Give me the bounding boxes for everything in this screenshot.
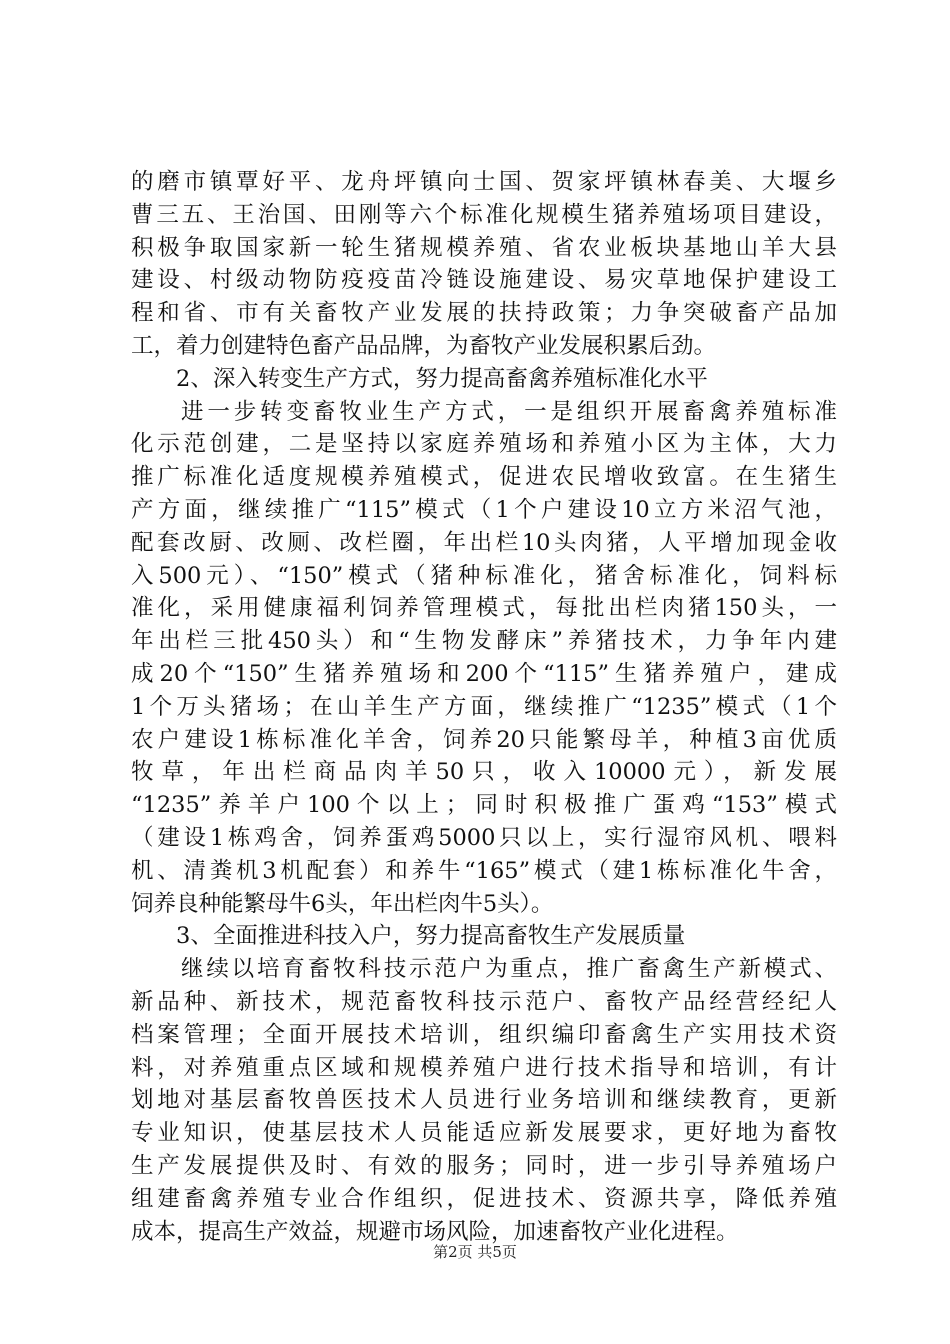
- text-line: 饲养良种能繁母牛6头，年出栏肉牛5头）。: [131, 890, 554, 917]
- text-line: 生产发展提供及时、有效的服务；同时，进一步引导养殖场户: [131, 1152, 837, 1179]
- text-line: 档案管理；全面开展技术培训，组织编印畜禽生产实用技术资: [131, 1021, 837, 1048]
- text-line: 配套改厨、改厕、改栏圈，年出栏10头肉猪，人平增加现金收: [131, 529, 837, 556]
- text-line: 曹三五、王治国、田刚等六个标准化规模生猪养殖场项目建设，: [131, 201, 837, 228]
- text-line: 牧草，年出栏商品肉羊50只，收入10000元），新发展: [131, 759, 837, 786]
- text-line: 专业知识，使基层技术人员能适应新发展要求，更好地为畜牧: [131, 1120, 837, 1147]
- text-line: 机、清粪机3机配套）和养牛“165”模式（建1栋标准化牛舍，: [131, 857, 837, 884]
- text-line: 产方面，继续推广“115”模式（1个户建设10立方米沼气池，: [131, 496, 837, 523]
- text-line: 积极争取国家新一轮生猪规模养殖、省农业板块基地山羊大县: [131, 234, 837, 261]
- text-line: 划地对基层畜牧兽医技术人员进行业务培训和继续教育，更新: [131, 1087, 837, 1114]
- section-heading: 2、深入转变生产方式，努力提高畜禽养殖标准化水平: [176, 365, 708, 392]
- page-number-footer: 第2页 共5页: [433, 1243, 517, 1261]
- text-line: 进一步转变畜牧业生产方式，一是组织开展畜禽养殖标准: [181, 398, 837, 425]
- text-line: 成20个“150”生猪养殖场和200个“115”生猪养殖户，建成: [131, 660, 837, 687]
- text-line: 1个万头猪场；在山羊生产方面，继续推广“1235”模式（1个: [131, 693, 837, 720]
- text-line: 的磨市镇覃好平、龙舟坪镇向士国、贺家坪镇林春美、大堰乡: [131, 169, 837, 195]
- document-body: [131, 166, 837, 1248]
- text-line: 农户建设1栋标准化羊舍，饲养20只能繁母羊，种植3亩优质: [131, 726, 837, 753]
- text-line: 成本，提高生产效益，规避市场风险，加速畜牧产业化进程。: [131, 1218, 739, 1245]
- text-line: 年出栏三批450头）和“生物发酵床”养猪技术，力争年内建: [131, 628, 837, 655]
- text-line: 工，着力创建特色畜产品品牌，为畜牧产业发展积累后劲。: [131, 332, 717, 359]
- text-line: 化示范创建，二是坚持以家庭养殖场和养殖小区为主体，大力: [131, 431, 837, 458]
- text-line: 准化，采用健康福利饲养管理模式，每批出栏肉猪150头，一: [131, 595, 837, 622]
- text-line: 继续以培育畜牧科技示范户为重点，推广畜禽生产新模式、: [181, 956, 837, 983]
- text-line: 料，对养殖重点区域和规模养殖户进行技术指导和培训，有计: [131, 1054, 837, 1081]
- text-line: （建设1栋鸡舍，饲养蛋鸡5000只以上，实行湿帘风机、喂料: [131, 824, 837, 851]
- text-line: 入500元）、“150”模式（猪种标准化，猪舍标准化，饲料标: [131, 562, 837, 589]
- text-line: 新品种、新技术，规范畜牧科技示范户、畜牧产品经营经纪人: [131, 988, 837, 1015]
- text-line: 建设、村级动物防疫疫苗冷链设施建设、易灾草地保护建设工: [131, 267, 837, 294]
- text-line: 程和省、市有关畜牧产业发展的扶持政策；力争突破畜产品加: [131, 300, 837, 327]
- text-line: “1235”养羊户100个以上；同时积极推广蛋鸡“153”模式: [131, 792, 837, 819]
- text-line: 推广标准化适度规模养殖模式，促进农民增收致富。在生猪生: [131, 464, 837, 491]
- text-line: 组建畜禽养殖专业合作组织，促进技术、资源共享，降低养殖: [131, 1185, 837, 1212]
- section-heading: 3、全面推进科技入户，努力提高畜牧生产发展质量: [176, 923, 686, 950]
